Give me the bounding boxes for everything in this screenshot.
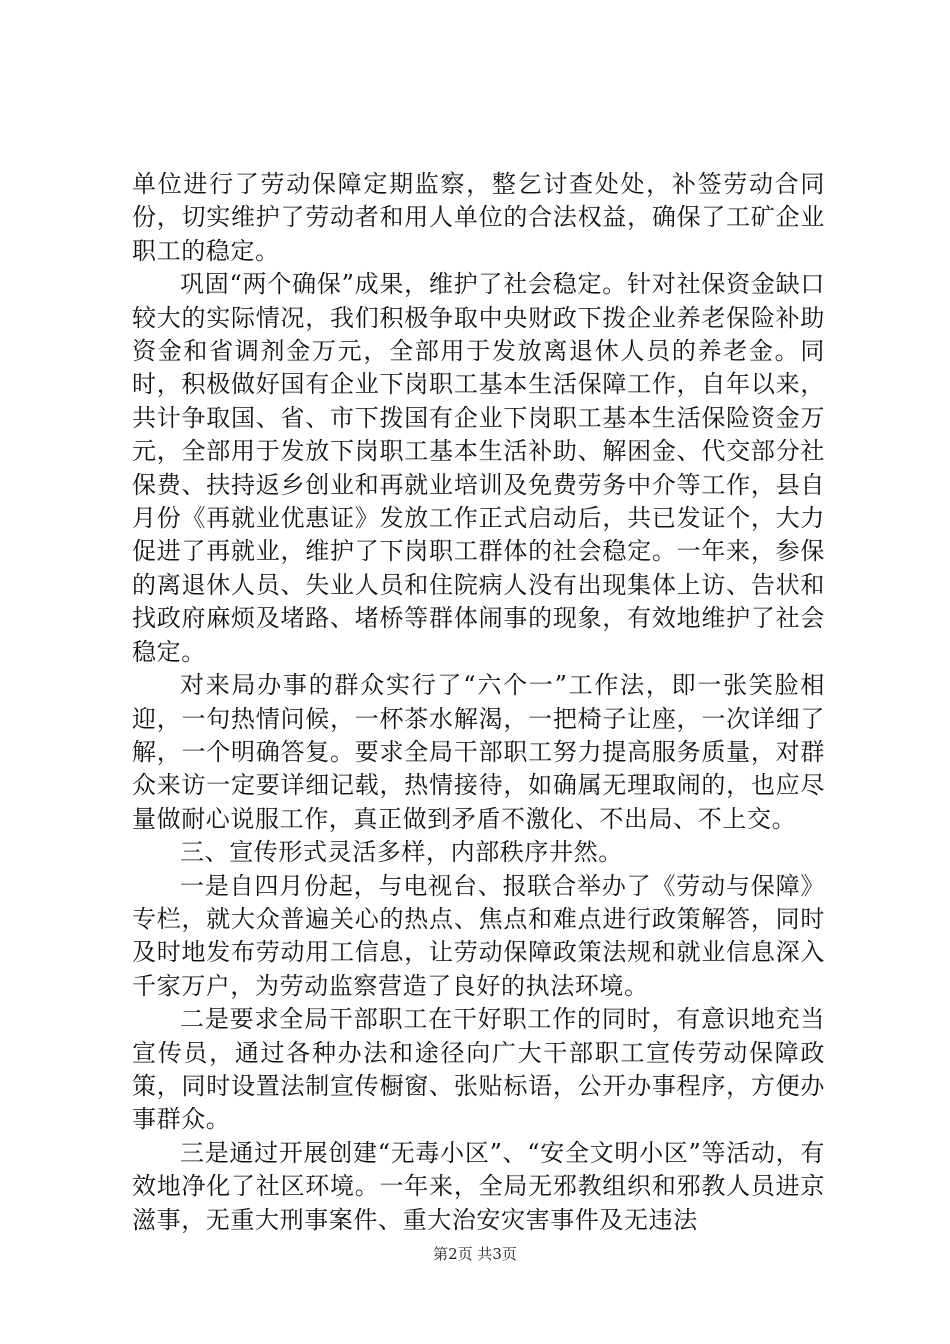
paragraph-two-guarantees: 巩固“两个确保”成果，维护了社会稳定。针对社保资金缺口较大的实际情况，我们积极争取中央财政下拨企业养老保险补助资金和省调剂金万元，全部用于发放离退休人员的养老金。同时，积极做好国有企业下岗职工基本生活保障工作，自年以来，共计争取国、省、市下拨国有企业下岗职工基本生活保险资金万元，全部用于发放下岗职工基本生活补助、解困金、代交部分社保费、扶持返乡创业和再就业培训及免费劳务中介等工作，县自月份《再就业优惠证》发放工作正式启动后，共已发证个，大力促进了再就业，维护了下岗职工群体的社会稳定。一年来，参保的离退休人员、失业人员和住院病人没有出现集体上访、告状和找政府麻烦及堵路、堵桥等群体闹事的现象，有效地维护了社会稳定。: [132, 270, 825, 666]
paragraph-third-community: 三是通过开展创建“无毒小区”、“安全文明小区”等活动，有效地净化了社区环境。一年来，全局无邪教组织和邪教人员进京滋事，无重大刑事案件、重大治安灾害事件及无违法: [132, 1138, 825, 1234]
section-heading-publicity: 三、宣传形式灵活多样，内部秩序井然。: [180, 838, 623, 867]
page-number-footer: 第2页 共3页: [433, 1245, 517, 1263]
paragraph-six-ones-method: 对来局办事的群众实行了“六个一”工作法，即一张笑脸相迎，一句热情问候，一杯茶水解渴，一把椅子让座，一次详细了解，一个明确答复。要求全局干部职工努力提高服务质量，对群众来访一定要详细记载，热情接待，如确属无理取闹的，也应尽量做耐心说服工作，真正做到矛盾不激化、不出局、不上交。: [132, 671, 825, 833]
paragraph-second-publicity: 二是要求全局干部职工在干好职工作的同时，有意识地充当宣传员，通过各种办法和途径向广大干部职工宣传劳动保障政策，同时设置法制宣传橱窗、张贴标语，公开办事程序，方便办事群众。: [132, 1005, 825, 1134]
paragraph-continued: 单位进行了劳动保障定期监察，整乞讨查处处，补签劳动合同份，切实维护了劳动者和用人单位的合法权益，确保了工矿企业职工的稳定。: [132, 170, 825, 265]
document-body: [132, 168, 825, 1237]
paragraph-first-tv-column: 一是自四月份起，与电视台、报联合举办了《劳动与保障》专栏，就大众普遍关心的热点、焦点和难点进行政策解答，同时及时地发布劳动用工信息，让劳动保障政策法规和就业信息深入千家万户，为劳动监察营造了良好的执法环境。: [132, 871, 825, 1000]
